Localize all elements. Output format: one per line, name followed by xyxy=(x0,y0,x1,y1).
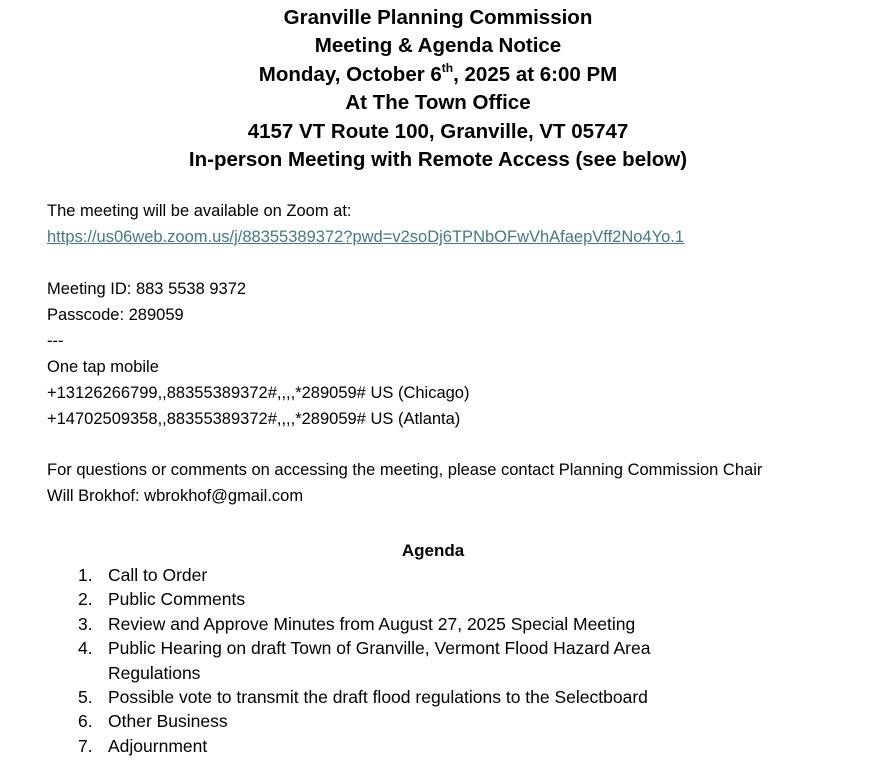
zoom-info xyxy=(47,198,684,250)
agenda-item xyxy=(78,709,728,733)
date-suffix: , 2025 at 6:00 PM xyxy=(453,62,618,86)
agenda-item xyxy=(78,563,728,587)
agenda-item-number: 4. xyxy=(78,638,93,659)
contact-line: For questions or comments on accessing the meeting, please contact Planning Commission Chair xyxy=(47,461,763,479)
agenda-item-text: Other Business xyxy=(108,711,228,732)
agenda-item xyxy=(78,587,728,611)
one-tap-label: One tap mobile xyxy=(47,358,159,376)
agenda-title: Agenda xyxy=(401,541,465,560)
agenda-item-number: 7. xyxy=(78,735,93,756)
commission-name: Granville Planning Commission xyxy=(283,6,593,29)
notice-header xyxy=(0,4,876,174)
agenda-item-text: Public Hearing on draft Town of Granville, Vermont Flood Hazard Area Regulations xyxy=(108,638,651,683)
passcode: Passcode: 289059 xyxy=(47,306,184,324)
phone-atlanta: +14702509358,,88355389372#,,,,*289059# US (Atlanta) xyxy=(47,410,461,428)
contact-info xyxy=(47,457,762,509)
notice-title: Meeting & Agenda Notice xyxy=(314,34,562,58)
agenda-item-text: Public Comments xyxy=(108,589,246,610)
meeting-address: 4157 VT Route 100, Granville, VT 05747 xyxy=(247,119,629,143)
meeting-format: In-person Meeting with Remote Access (see below) xyxy=(188,148,688,172)
meeting-datetime xyxy=(0,61,876,89)
agenda-item-number: 6. xyxy=(78,711,93,732)
date-prefix: Monday, October 6 xyxy=(258,62,442,86)
phone-chicago: +13126266799,,88355389372#,,,,*289059# US (Chicago) xyxy=(47,384,470,402)
agenda-item-number: 5. xyxy=(78,687,93,708)
agenda-list xyxy=(78,563,728,758)
meeting-id: Meeting ID: 883 5538 9372 xyxy=(47,280,247,298)
agenda-item-text: Review and Approve Minutes from August 27, 2025 Special Meeting xyxy=(108,613,636,634)
agenda-item-text: Call to Order xyxy=(108,565,208,585)
agenda-item-text: Possible vote to transmit the draft flood regulations to the Selectboard xyxy=(108,687,648,708)
agenda-item xyxy=(78,636,728,685)
agenda-item-number: 3. xyxy=(78,613,93,634)
agenda-item-text: Adjournment xyxy=(108,735,208,756)
contact-email-line: Will Brokhof: wbrokhof@gmail.com xyxy=(47,487,304,505)
agenda-item xyxy=(78,612,728,636)
separator: --- xyxy=(47,332,64,350)
zoom-intro: The meeting will be available on Zoom at: xyxy=(47,202,352,220)
agenda-item xyxy=(78,734,728,758)
dial-in-info xyxy=(47,276,469,432)
meeting-location: At The Town Office xyxy=(345,91,531,115)
zoom-link[interactable]: https://us06web.zoom.us/j/88355389372?pwd=v2soDj6TPNbOFwVhAfaepVff2No4Yo.1 xyxy=(47,228,685,246)
agenda-item-number: 1. xyxy=(78,565,93,585)
date-ordinal: th xyxy=(441,60,454,75)
agenda-item xyxy=(78,685,728,709)
agenda-item-number: 2. xyxy=(78,589,93,610)
